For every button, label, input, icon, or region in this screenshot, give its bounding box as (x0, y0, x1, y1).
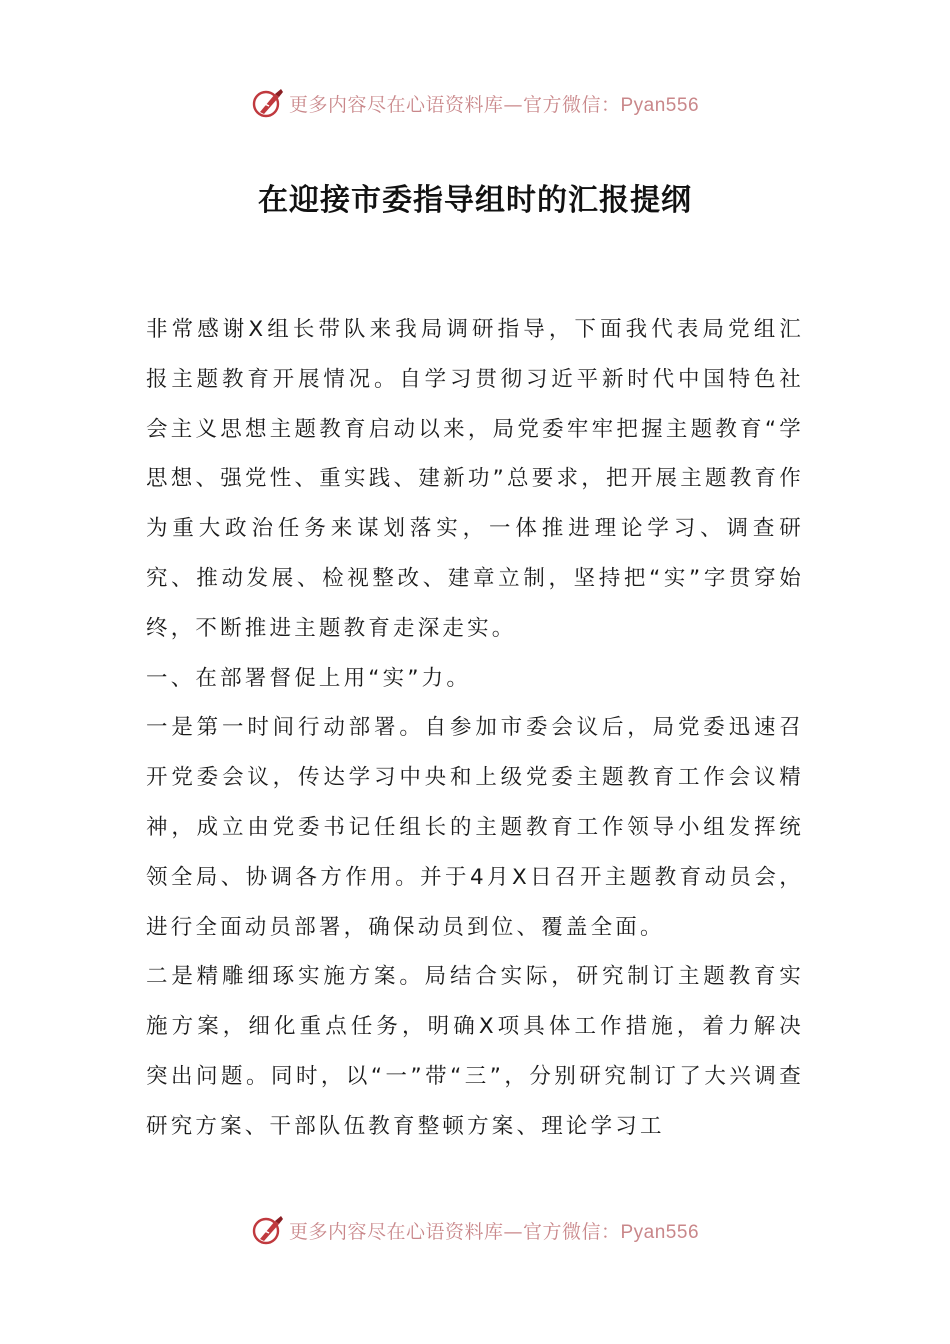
footer-banner-wechat: Pyan556 (620, 1221, 700, 1243)
pen-logo-icon (251, 1213, 285, 1247)
header-banner-text: 更多内容尽在心语资料库—官方微信： (288, 93, 621, 116)
paragraph-point-1: 一是第一时间行动部署。自参加市委会议后，局党委迅速召开党委会议，传达学习中央和上级党委主题教育工作会议精神，成立由党委书记任组长的主题教育工作领导小组发挥统领全局、协调各方作用。并于4月X日召开主题教育动员会，进行全面动员部署，确保动员到位、覆盖全面。 (146, 715, 804, 940)
document-title: 在迎接市委指导组时的汇报提纲 (258, 183, 692, 218)
paragraph-point-2: 二是精雕细琢实施方案。局结合实际，研究制订主题教育实施方案，细化重点任务，明确X项具体工作措施，着力解决突出问题。同时，以“一”带“三”，分别研究制订了大兴调查研究方案、干部队伍教育整顿方案、理论学习工 (146, 964, 804, 1139)
document-body (146, 305, 804, 1152)
paragraph-intro: 非常感谢X组长带队来我局调研指导，下面我代表局党组汇报主题教育开展情况。自学习贯彻习近平新时代中国特色社会主义思想主题教育启动以来，局党委牢牢把握主题教育“学思想、强党性、重实践、建新功”总要求，把开展主题教育作为重大政治任务来谋划落实，一体推进理论学习、调查研究、推动发展、检视整改、建章立制，坚持把“实”字贯穿始终，不断推进主题教育走深走实。 (146, 317, 804, 641)
header-banner-wechat: Pyan556 (620, 94, 700, 116)
header-banner (0, 83, 950, 123)
footer-banner (0, 1210, 950, 1250)
section-heading-1: 一、在部署督促上用“实”力。 (146, 665, 472, 691)
pen-logo-icon (251, 86, 285, 120)
footer-banner-text: 更多内容尽在心语资料库—官方微信： (288, 1220, 621, 1243)
